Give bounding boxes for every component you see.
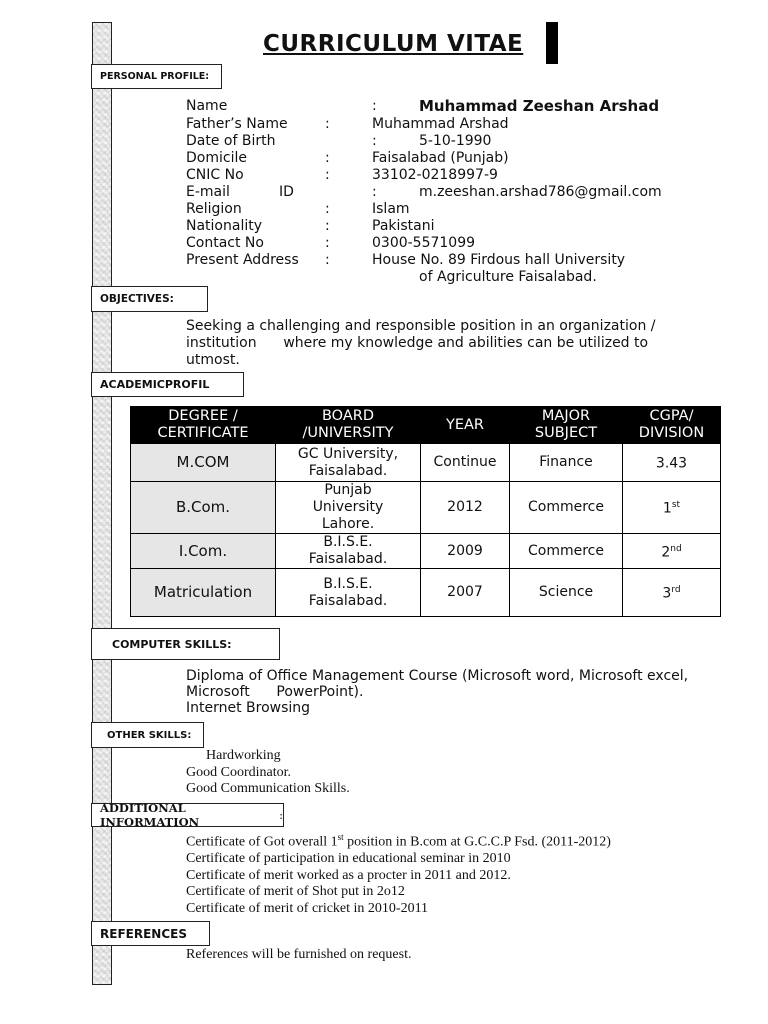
profile-colon: : — [372, 184, 377, 200]
cell-board: GC University, Faisalabad. — [276, 444, 421, 482]
section-objectives: OBJECTIVES: — [91, 286, 208, 312]
cell-degree: B.Com. — [131, 482, 276, 534]
profile-colon: : — [372, 98, 377, 114]
additional-info-text — [186, 829, 611, 917]
profile-label: CNIC No — [186, 167, 244, 183]
section-academic-profile: ACADEMICPROFIL — [91, 372, 244, 397]
cell-subject: Commerce — [510, 482, 623, 534]
computer-skills-text — [186, 668, 688, 716]
profile-value: Faisalabad (Punjab) — [372, 150, 509, 166]
cell-year: Continue — [421, 444, 510, 482]
cell-subject: Science — [510, 569, 623, 617]
cell-board: Punjab University Lahore. — [276, 482, 421, 534]
profile-colon: : — [325, 201, 330, 217]
profile-label-suffix: ID — [279, 184, 294, 200]
table-row — [131, 444, 721, 482]
other-skill-line: Good Coordinator. — [186, 764, 291, 780]
cell-grade: 3rd — [623, 569, 721, 617]
references-text: References will be furnished on request. — [186, 947, 412, 962]
profile-colon: : — [372, 133, 377, 149]
profile-label: Date of Birth — [186, 133, 276, 149]
profile-colon: : — [325, 235, 330, 251]
profile-value-continued: of Agriculture Faisalabad. — [419, 269, 597, 285]
section-additional-information: ADDITIONAL INFORMATION : — [91, 803, 284, 827]
profile-colon: : — [325, 167, 330, 183]
additional-info-line: Certificate of merit of cricket in 2010-2011 — [186, 900, 429, 916]
cell-degree: I.Com. — [131, 534, 276, 569]
profile-value: 0300-5571099 — [372, 235, 476, 251]
decorative-side-bar — [92, 22, 112, 985]
other-skill-line: Hardworking — [206, 748, 281, 763]
cell-subject: Finance — [510, 444, 623, 482]
additional-info-line: Certificate of merit of Shot put in 2o12 — [186, 884, 405, 900]
objectives-text — [186, 318, 655, 369]
profile-label: Contact No — [186, 235, 264, 251]
header-subject: MAJOR SUBJECT — [510, 407, 623, 444]
profile-value: Muhammad Arshad — [372, 116, 509, 132]
profile-label: E-mail — [186, 184, 230, 200]
profile-label: Domicile — [186, 150, 247, 166]
section-other-skills: OTHER SKILLS: — [91, 722, 204, 748]
header-board: BOARD /UNIVERSITY — [276, 407, 421, 444]
cell-subject: Commerce — [510, 534, 623, 569]
other-skill-line: Good Communication Skills. — [186, 781, 350, 796]
profile-colon: : — [325, 252, 330, 268]
page-title: CURRICULUM VITAE — [263, 31, 524, 57]
cell-year: 2012 — [421, 482, 510, 534]
cell-degree: M.COM — [131, 444, 276, 482]
title-accent-bar — [546, 22, 558, 64]
profile-label: Religion — [186, 201, 242, 217]
table-row — [131, 569, 721, 617]
profile-value: House No. 89 Firdous hall University — [372, 252, 626, 268]
table-row — [131, 482, 721, 534]
profile-label: Nationality — [186, 218, 263, 234]
objective-line: Seeking a challenging and responsible position in an organization / — [186, 318, 656, 334]
section-personal-profile: PERSONAL PROFILE: — [91, 64, 222, 89]
profile-value: 33102-0218997-9 — [372, 167, 498, 183]
profile-value: Muhammad Zeeshan Arshad — [419, 97, 660, 115]
computer-skill-line: Microsoft PowerPoint). — [186, 684, 364, 700]
academic-table — [130, 406, 721, 617]
header-degree: DEGREE / CERTIFICATE — [131, 407, 276, 444]
profile-colon: : — [325, 116, 330, 132]
profile-value: Pakistani — [372, 218, 435, 234]
other-skills-text — [186, 748, 350, 798]
objective-line: institution where my knowledge and abilities can be utilized to — [186, 335, 649, 351]
cell-board: B.I.S.E. Faisalabad. — [276, 534, 421, 569]
profile-value: m.zeeshan.arshad786@gmail.com — [419, 184, 662, 200]
profile-label: Present Address — [186, 252, 299, 268]
cell-board: B.I.S.E. Faisalabad. — [276, 569, 421, 617]
additional-info-line: Certificate of Got overall 1st position in B.com at G.C.C.P Fsd. (2011-2012) — [186, 832, 611, 850]
cell-year: 2009 — [421, 534, 510, 569]
profile-colon: : — [325, 150, 330, 166]
computer-skill-line: Diploma of Office Management Course (Microsoft word, Microsoft excel, — [186, 668, 689, 684]
profile-label: Name — [186, 98, 228, 114]
profile-label: Father’s Name — [186, 116, 288, 132]
cell-grade: 3.43 — [623, 444, 721, 482]
additional-info-line: Certificate of merit worked as a procter in 2011 and 2012. — [186, 867, 511, 883]
computer-skill-line: Internet Browsing — [186, 700, 311, 716]
section-computer-skills: COMPUTER SKILLS: — [91, 628, 280, 660]
objective-line: utmost. — [186, 352, 240, 368]
table-header-row — [131, 407, 721, 444]
cell-degree: Matriculation — [131, 569, 276, 617]
profile-colon: : — [325, 218, 330, 234]
header-year: YEAR — [421, 407, 510, 444]
profile-value: 5-10-1990 — [419, 133, 492, 149]
additional-info-line: Certificate of participation in educational seminar in 2010 — [186, 851, 511, 867]
cell-grade: 1st — [623, 482, 721, 534]
profile-value: Islam — [372, 201, 410, 217]
cell-year: 2007 — [421, 569, 510, 617]
section-references: REFERENCES — [91, 921, 210, 946]
header-grade: CGPA/ DIVISION — [623, 407, 721, 444]
table-row — [131, 534, 721, 569]
cell-grade: 2nd — [623, 534, 721, 569]
